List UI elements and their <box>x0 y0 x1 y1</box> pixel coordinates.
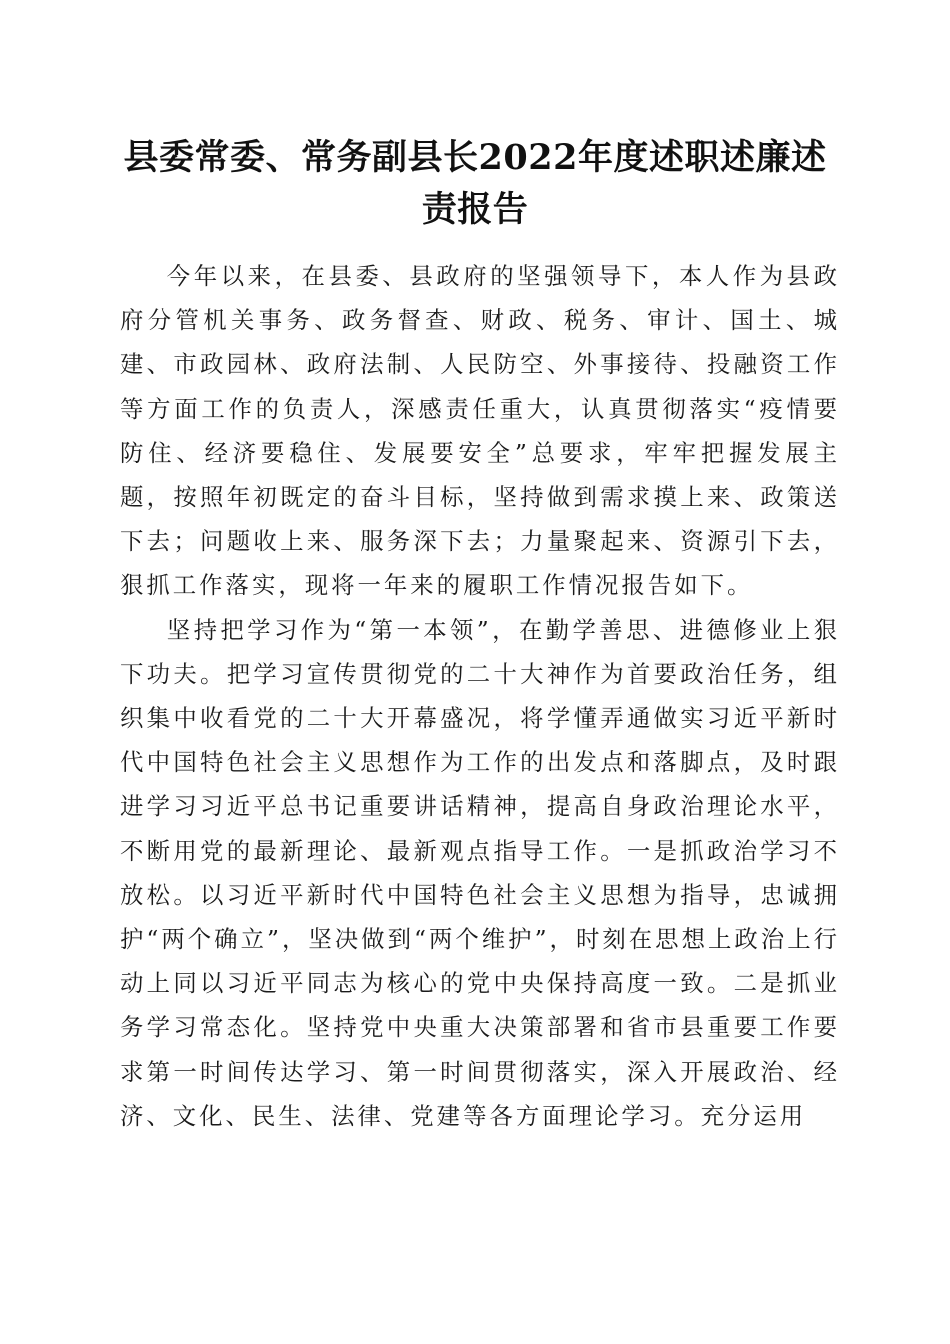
body-paragraph-1: 今年以来，在县委、县政府的坚强领导下，本人作为县政府分管机关事务、政务督查、财政、税务、审计、国土、城建、市政园林、政府法制、人民防空、外事接待、投融资工作等方面工作的负责人，深感责任重大，认真贯彻落实“疫情要防住、经济要稳住、发展要安全”总要求，牢牢把握发展主题，按照年初既定的奋斗目标，坚持做到需求摸上来、政策送下去；问题收上来、服务深下去；力量聚起来、资源引下去，狠抓工作落实，现将一年来的履职工作情况报告如下。 <box>120 262 840 600</box>
title-line-2: 责报告 <box>421 189 529 230</box>
document-title <box>110 132 840 236</box>
title-line-1: 县委常委、常务副县长2022年度述职述廉述 <box>123 137 827 178</box>
body-paragraph-2: 坚持把学习作为“第一本领”，在勤学善思、进德修业上狠下功夫。把学习宣传贯彻党的二十大神作为首要政治任务，组织集中收看党的二十大开幕盛况，将学懂弄通做实习近平新时代中国特色社会主义思想作为工作的出发点和落脚点，及时跟进学习习近平总书记重要讲话精神，提高自身政治理论水平，不断用党的最新理论、最新观点指导工作。一是抓政治学习不放松。以习近平新时代中国特色社会主义思想为指导，忠诚拥护“两个确立”，坚决做到“两个维护”，时刻在思想上政治上行动上同以习近平同志为核心的党中央保持高度一致。二是抓业务学习常态化。坚持党中央重大决策部署和省市县重要工作要求第一时间传达学习、第一时间贯彻落实，深入开展政治、经济、文化、民生、法律、党建等各方面理论学习。充分运用 <box>120 615 840 1130</box>
document-body <box>120 254 840 1138</box>
